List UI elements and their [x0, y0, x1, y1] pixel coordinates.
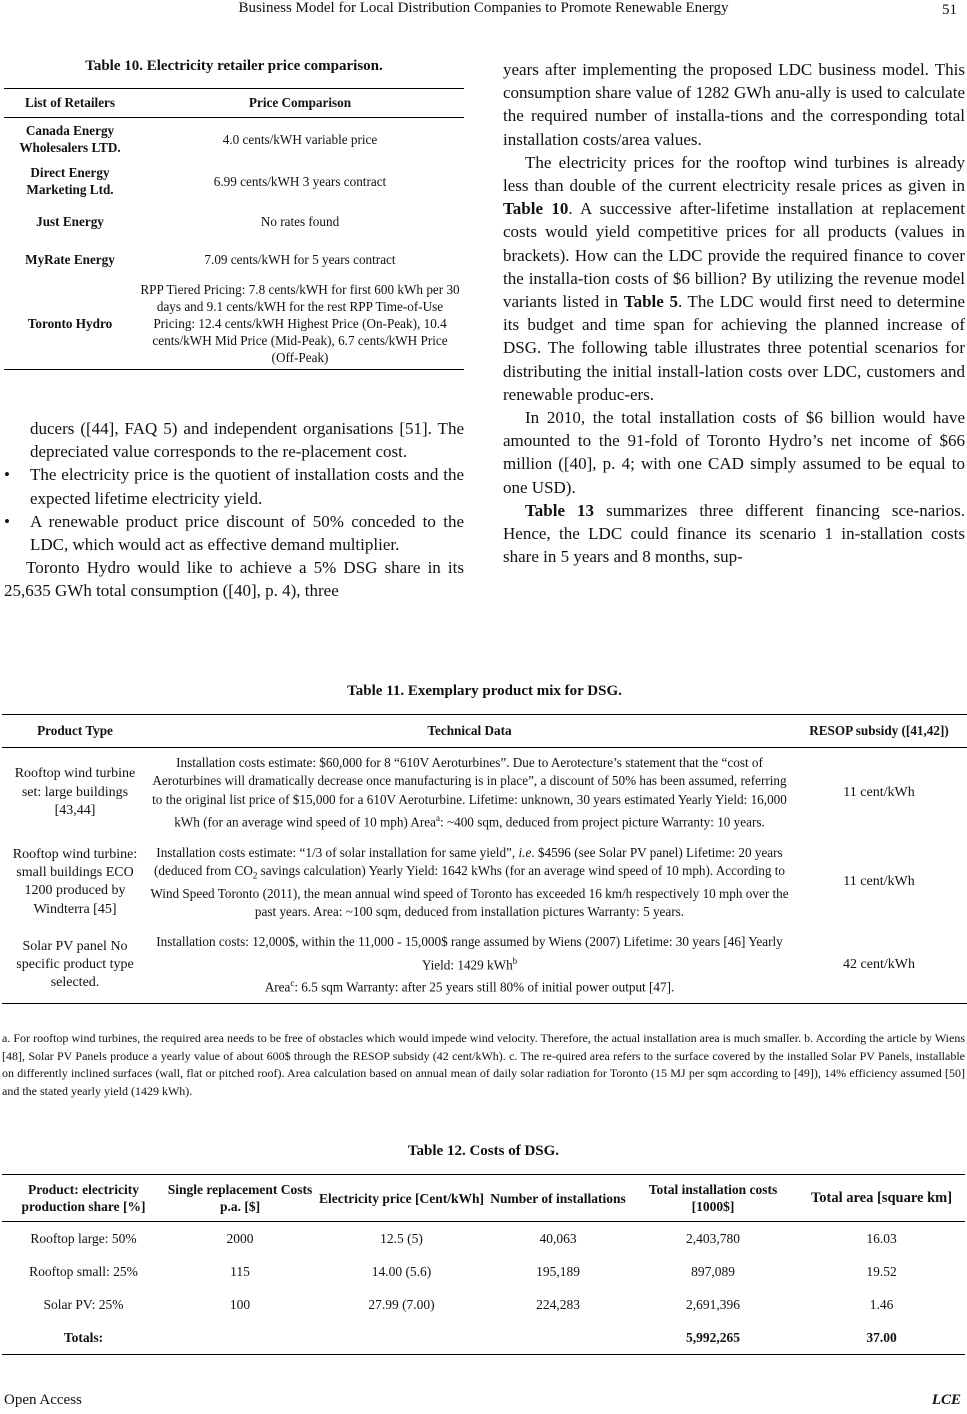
table-cell [488, 1321, 628, 1355]
retailer-cell: Direct Energy Marketing Ltd. [26, 165, 114, 197]
table12 [2, 1174, 965, 1355]
table12-header-price: Electricity price [Cent/kWh] [315, 1175, 488, 1222]
text-run: i.e [518, 844, 532, 860]
right-column [503, 58, 965, 568]
paragraph: Toronto Hydro would like to achieve a 5% DSG share in its 25,635 GWh total consumption ([40], p. 4), three [4, 558, 464, 601]
table10 [4, 88, 464, 370]
table-cell: 115 [230, 1263, 250, 1279]
footnote-marker: a [436, 812, 441, 823]
text-run: The electricity prices for the rooftop wind turbines is already less than double of the current electricity resale prices as given in [503, 152, 965, 196]
table-reference: Table 10 [503, 199, 569, 219]
subscript: 2 [252, 870, 258, 881]
table-cell: 19.52 [866, 1263, 897, 1279]
footnote-marker: c [290, 978, 295, 989]
price-cell: No rates found [260, 213, 340, 229]
product-type-cell: Rooftop wind turbine set: large buildings [43,44] [14, 766, 136, 818]
table11-notes: a. For rooftop wind turbines, the required area needs to be free of obstacles which would impede wind velocity. Therefore, the actual installation area is much smaller. b. According the article by Wiens [48], Solar PV Panels produce a yearly value of about 600$ through the RESOP subsidy (42 cent/kWh). c. The re-quired area refers to the surface covered by the installed Solar PV Panels, installable on differently inclined surfaces (wall, flat or pitched roof). Area calculation based on annual mean of daily solar radiation for Toronto (15 MJ per sqm according to [49]), 14% efficiency assumed [50] and the stated yearly yield (1429 kWh). [2, 1031, 965, 1098]
text-run: : ~400 sqm, deduced from project picture Warranty: 10 years. [440, 814, 765, 830]
bullet-icon: • [4, 511, 10, 531]
table-row [2, 1255, 965, 1288]
retailer-cell: Toronto Hydro [4, 278, 136, 370]
table11 [2, 714, 967, 1004]
table-row [2, 1288, 965, 1321]
tech-data-cell [148, 748, 791, 838]
bullet-text: The electricity price is the quotient of installation costs and the expected lifetime electricity yield. [30, 465, 464, 508]
text-run: summarizes three different financing sce-narios. Hence, the LDC could finance its scenario 1 in-stallation costs share in 5 years and 8 months, sup- [503, 500, 965, 567]
table-cell: 195,189 [536, 1263, 580, 1279]
table-cell: 2,691,396 [686, 1296, 740, 1312]
table12-header-area: Total area [square km] [798, 1175, 965, 1222]
price-cell: 7.09 cents/kWH for 5 years contract [204, 251, 396, 267]
paragraph [503, 499, 965, 569]
totals-row [2, 1321, 965, 1355]
text-run: Installation costs estimate: “1/3 of solar installation for same yield”, [156, 844, 519, 860]
table12-header-product: Product: electricity production share [%] [2, 1175, 165, 1222]
table-cell: 40,063 [539, 1230, 577, 1246]
retailer-cell: MyRate Energy [25, 251, 115, 267]
table-row [4, 202, 464, 240]
price-cell: 6.99 cents/kWH 3 years contract [213, 173, 387, 189]
table-cell: Rooftop large: 50% [30, 1230, 137, 1246]
table11-caption: Table 11. Exemplary product mix for DSG. [347, 683, 622, 699]
totals-cost: 5,992,265 [628, 1321, 798, 1355]
paragraph [503, 151, 965, 406]
subsidy-cell: 11 cent/kWh [843, 784, 915, 800]
table10-header-row [4, 89, 464, 118]
subsidy-cell: 11 cent/kWh [843, 874, 915, 890]
table-row [2, 838, 967, 928]
table11-header-type: Product Type [2, 715, 148, 748]
table-cell: 12.5 (5) [380, 1230, 423, 1246]
text-run: Area [264, 979, 291, 995]
product-type-cell: Solar PV panel No specific product type selected. [2, 927, 148, 1003]
table-row [4, 278, 464, 370]
table-reference: Table 13 [525, 500, 595, 520]
table12-header-replacement: Single replacement Costs p.a. [$] [165, 1175, 315, 1222]
bullet-icon: • [4, 465, 10, 485]
table-cell: Rooftop small: 25% [29, 1263, 138, 1279]
subsidy-cell: 42 cent/kWh [791, 927, 967, 1003]
bullet-text: A renewable product price discount of 50% conceded to the LDC, which would act as effective demand multiplier. [30, 511, 464, 555]
table10-header-price: Price Comparison [136, 89, 464, 118]
product-type-cell: Rooftop wind turbine: small buildings ECO 1200 produced by Windterra [45] [12, 846, 138, 917]
table-reference: Table 5 [623, 292, 678, 312]
text-run: . A successive after-lifetime installation at replacement costs would yield competitive prices for all products (values in brackets). How can the LDC provide the required finance to cover the installa-tion costs of $6 billion? By utilizing the revenue model variants listed in [503, 199, 965, 312]
table-cell [165, 1321, 315, 1355]
tech-data-cell [148, 927, 791, 1003]
table-cell: 27.99 (7.00) [368, 1296, 435, 1312]
table12-header-row [2, 1175, 965, 1222]
left-column [4, 417, 464, 603]
running-header [0, 0, 967, 22]
footer-journal: LCE [931, 1392, 961, 1408]
table-cell: 224,283 [536, 1296, 580, 1312]
table12-header-number: Number of installations [488, 1175, 628, 1222]
table-row [4, 240, 464, 278]
table11-header-row [2, 715, 967, 748]
text-run: . $4596 (see Solar PV panel) Lifetime: 20 years (deduced from CO [154, 844, 783, 878]
table-row [2, 927, 967, 1003]
bullet-item [4, 463, 464, 509]
text-run: : 6.5 sqm Warranty: after 25 years still 80% of initial power output [47]. [294, 979, 675, 995]
table10-caption: Table 10. Electricity retailer price comparison. [85, 58, 383, 74]
text-run: . The LDC would first need to determine its budget and time span for achieving the planned increase of DSG. The following table illustrates three potential scenarios for distributing the initial install-lation costs over LDC, customers and renewable produc-ers. [503, 292, 965, 404]
table11-header-subsidy: RESOP subsidy ([41,42]) [791, 715, 967, 748]
table-cell: 2,403,780 [686, 1230, 740, 1246]
text-run: savings calculation) Yearly Yield: 1642 kWhs (for an average wind speed of 10 mph). According to Wind Speed Toronto (2011), the mean annual wind speed of Toronto has exceeded 16 km/h respectively 10 mph over the past years. Area: ~100 sqm, deduced from installation pictures Warranty: 5 years. [150, 862, 789, 920]
table-row [2, 748, 967, 838]
price-cell: 4.0 cents/kWH variable price [222, 131, 378, 147]
table-row [2, 1222, 965, 1256]
totals-label: Totals: [2, 1321, 165, 1355]
table12-caption: Table 12. Costs of DSG. [407, 1143, 560, 1159]
paragraph: years after implementing the proposed LDC business model. This consumption share value of 1282 GWh anu-ally is used to calculate the required number of installa-tions and the corresponding total installation costs/area values. [503, 60, 965, 149]
table12-header-cost: Total installation costs [1000$] [628, 1175, 798, 1222]
table-cell: 14.00 (5.6) [371, 1263, 432, 1279]
text-run: Installation costs estimate: $60,000 for 8 “610V Aeroturbines”. Due to Aerotecture’s statement that the “cost of Aeroturbines will dramatically decrease once manufacturing is in place”, a discount of 50% has been assumed, referring to the original list price of $15,000 for a 610V Aeroturbine. Lifetime: unknown, 30 years estimated Yearly Yield: 16,000 kWh (for an average wind speed of 10 mph) Area [152, 755, 787, 830]
text-run: Installation costs: 12,000$, within the 11,000 - 15,000$ range assumed by Wiens (2007) Lifetime: 30 years [46] Yearly Yield: 1429 kWh [156, 934, 783, 973]
totals-area: 37.00 [798, 1321, 965, 1355]
table-row [4, 160, 464, 202]
table-cell: 16.03 [866, 1230, 897, 1246]
bullet-item [4, 510, 464, 556]
paragraph: In 2010, the total installation costs of $6 billion would have amounted to the 91-fold of Toronto Hydro’s net income of $66 million ([40], p. 4; with one CAD simply assumed to be equal to one USD). [503, 408, 965, 497]
table11-header-tech: Technical Data [148, 715, 791, 748]
retailer-cell: Canada Energy Wholesalers LTD. [19, 123, 121, 155]
table-row [4, 118, 464, 161]
table-cell: 100 [229, 1296, 251, 1312]
footnote-marker: b [512, 955, 518, 966]
footer-open-access: Open Access [4, 1392, 82, 1408]
retailer-cell: Just Energy [36, 213, 104, 229]
running-title: Business Model for Local Distribution Companies to Promote Renewable Energy [238, 0, 729, 16]
table-cell: 2000 [226, 1230, 254, 1246]
table-cell: 897,089 [691, 1263, 735, 1279]
table10-header-retailers: List of Retailers [4, 89, 136, 118]
paragraph: ducers ([44], FAQ 5) and independent organisations [51]. The depreciated value corresponds to the re-placement cost. [30, 419, 464, 462]
table-cell: Solar PV: 25% [43, 1296, 124, 1312]
table-cell [315, 1321, 488, 1355]
table-cell: 1.46 [869, 1296, 894, 1312]
tech-data-cell [148, 838, 791, 928]
page-number: 51 [942, 2, 957, 18]
price-cell: RPP Tiered Pricing: 7.8 cents/kWH for first 600 kWh per 30 days and 9.1 cents/kWH for the rest RPP Time-of-Use Pricing: 12.4 cents/kWH Highest Price (On-Peak), 10.4 cents/kWH Mid Price (Mid-Peak), 6.7 cents/kWH Price (Off-Peak) [136, 278, 464, 370]
